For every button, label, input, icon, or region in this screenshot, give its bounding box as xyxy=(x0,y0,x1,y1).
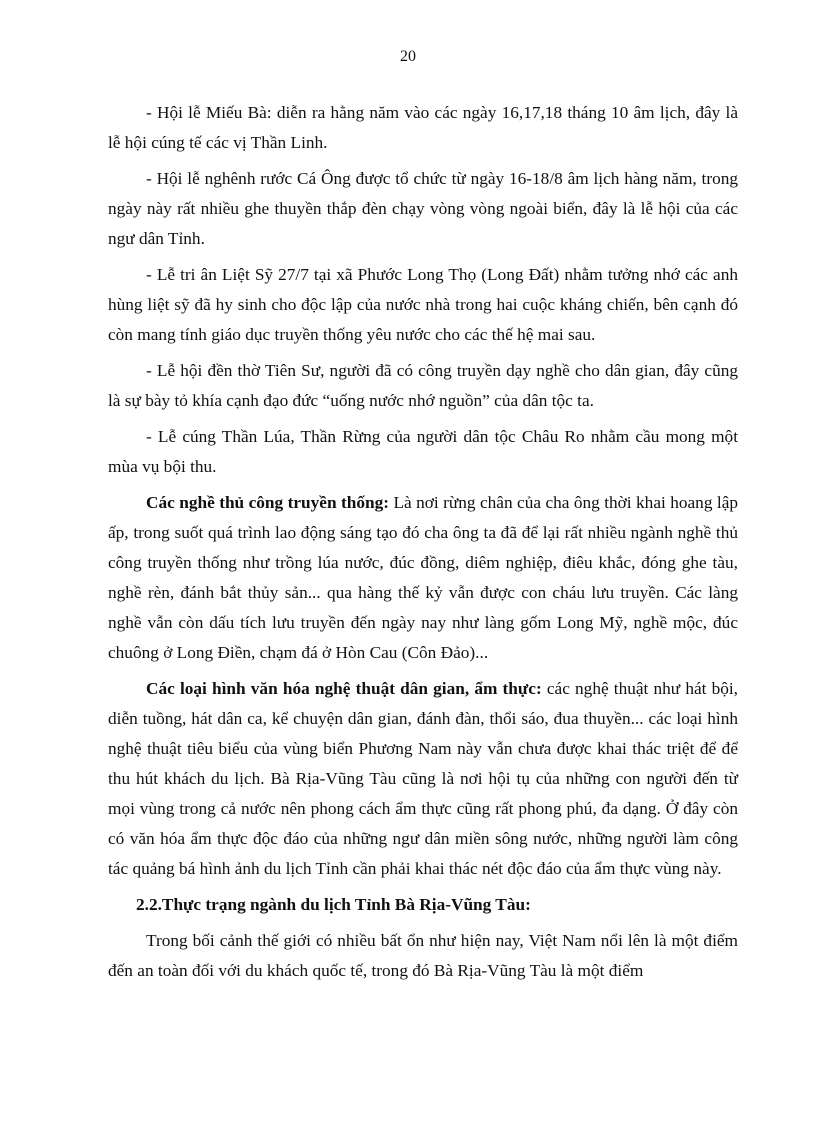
paragraph-mieu-ba-festival: - Hội lễ Miếu Bà: diễn ra hằng năm vào các ngày 16,17,18 tháng 10 âm lịch, đây là lễ hội cúng tế các vị Thần Linh. xyxy=(108,103,738,152)
page-number: 20 xyxy=(400,48,416,65)
paragraph-traditional-crafts xyxy=(108,488,738,668)
paragraph-tien-su-temple: - Lễ hội đền thờ Tiên Sư, người đã có công truyền dạy nghề cho dân gian, đây cũng là sự bày tỏ khía cạnh đạo đức “uống nước nhớ nguồn” của dân tộc ta. xyxy=(108,361,738,410)
paragraph-tourism-context: Trong bối cảnh thế giới có nhiều bất ổn như hiện nay, Việt Nam nổi lên là một điểm đến an toàn đối với du khách quốc tế, trong đó Bà Rịa-Vũng Tàu là một điểm xyxy=(108,931,738,980)
paragraph-ca-ong-festival: - Hội lễ nghênh rước Cá Ông được tổ chức từ ngày 16-18/8 âm lịch hàng năm, trong ngày này rất nhiều ghe thuyền thắp đèn chạy vòng vòng ngoài biển, đây là lễ hội của các ngư dân Tỉnh. xyxy=(108,169,738,248)
paragraph-lead-crafts: Các nghề thủ công truyền thống: xyxy=(146,493,390,512)
paragraph-body-folk-arts: các nghệ thuật như hát bội, diễn tuồng, hát dân ca, kể chuyện dân gian, đánh đàn, thổi sáo, đua thuyền... các loại hình nghệ thuật tiêu biểu của vùng biển Phương Nam này vẫn chưa được khai thác triệt để để thu hút khách du lịch. Bà Rịa-Vũng Tàu cũng là nơi hội tụ của những con người đến từ mọi vùng trong cả nước nên phong cách ẩm thực cũng rất phong phú, đa dạng. Ở đây còn có văn hóa ẩm thực độc đáo của những ngư dân miền sông nước, những người làm công tác quảng bá hình ảnh du lịch Tỉnh cần phải khai thác nét độc đáo của ẩm thực vùng này. xyxy=(108,679,738,878)
paragraph-martyrs-day: - Lễ tri ân Liệt Sỹ 27/7 tại xã Phước Long Thọ (Long Đất) nhằm tưởng nhớ các anh hùng liệt sỹ đã hy sinh cho độc lập của nước nhà trong hai cuộc kháng chiến, bên cạnh đó còn mang tính giáo dục truyền thống yêu nước cho các thế hệ mai sau. xyxy=(108,265,738,344)
paragraph-body-crafts: Là nơi rừng chân của cha ông thời khai hoang lập ấp, trong suốt quá trình lao động sáng tạo đó cha ông ta đã để lại rất nhiều ngành nghề thủ công truyền thống như trồng lúa nước, đúc đồng, diêm nghiệp, điêu khắc, đóng ghe tàu, nghề rèn, đánh bắt thủy sản... qua hàng thế kỷ vẫn được con cháu lưu truyền. Các làng nghề vẫn còn dấu tích lưu truyền đến ngày nay như làng gốm Long Mỹ, nghề mộc, đúc chuông ở Long Điền, chạm đá ở Hòn Cau (Côn Đảo)... xyxy=(108,493,739,662)
section-heading: 2.2.Thực trạng ngành du lịch Tỉnh Bà Rịa-Vũng Tàu: xyxy=(136,895,531,914)
document-body xyxy=(108,98,738,992)
paragraph-than-lua-ceremony: - Lễ cúng Thần Lúa, Thần Rừng của người dân tộc Châu Ro nhằm cầu mong một mùa vụ bội thu. xyxy=(108,427,738,476)
paragraph-folk-arts-cuisine xyxy=(108,674,738,884)
paragraph-lead-folk-arts: Các loại hình văn hóa nghệ thuật dân gian, ẩm thực: xyxy=(146,679,542,698)
